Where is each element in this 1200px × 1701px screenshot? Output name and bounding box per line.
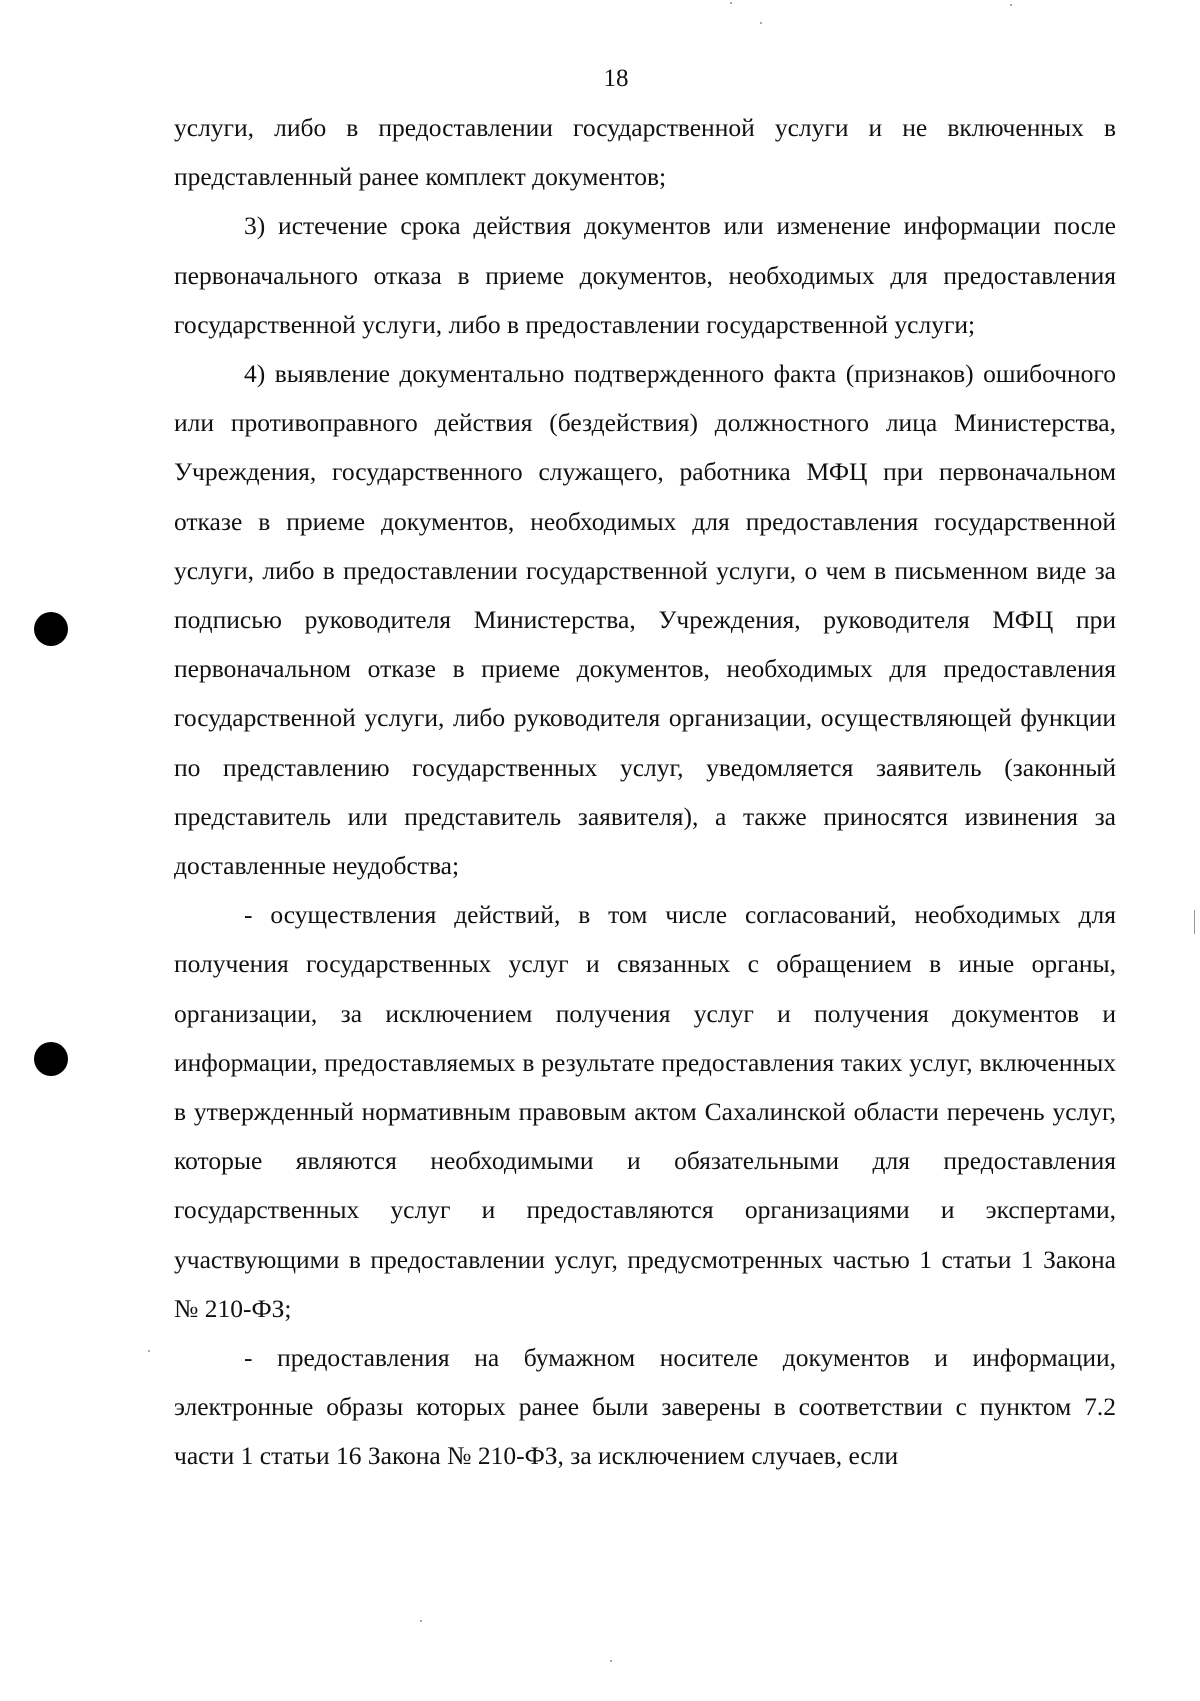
page-number: 18 [603,65,629,92]
paragraph-continuation: услуги, либо в предоставлении государственной услуги и не включенных в представленный ранее комплект документов; [174,113,1116,192]
scan-speck [760,22,762,24]
scan-speck [1010,4,1012,6]
paragraph-item-3: 3) истечение срока действия документов или изменение информации после первоначального отказа в приеме документов, необходимых для предоставления государственной услуги, либо в предоставлении государственной услуги; [174,211,1116,339]
scan-speck [420,1620,422,1622]
paragraph-dash-paper-documents: - предоставления на бумажном носителе документов и информации, электронные образы которых ранее были заверены в соответствии с пунктом 7.2 части 1 статьи 16 Закона № 210-ФЗ, за исключением случаев, если [174,1343,1116,1471]
paragraph-dash-actions: - осуществления действий, в том числе согласований, необходимых для получения государственных услуг и связанных с обращением в иные органы, организации, за исключением получения услуг и получения документов и информации, предоставляемых в результате предоставления таких услуг, включенных в утвержденный нормативным правовым актом Сахалинской области перечень услуг, которые являются необходимыми и обязательными для предоставления государственных услуг и предоставляются организациями и экспертами, участвующими в предоставлении услуг, предусмотренных частью 1 статьи 1 Закона № 210-ФЗ; [174,900,1116,1323]
scan-speck [610,1660,612,1662]
scan-speck [148,1350,150,1352]
scan-edge-mark [1194,910,1195,934]
punch-hole-top [34,612,68,646]
punch-hole-bottom [34,1042,68,1076]
paragraph-item-4: 4) выявление документально подтвержденного факта (признаков) ошибочного или противоправного действия (бездействия) должностного лица Министерства, Учреждения, государственного служащего, работника МФЦ при первоначальном отказе в приеме документов, необходимых для предоставления государственной услуги, либо в предоставлении государственной услуги, о чем в письменном виде за подписью руководителя Министерства, Учреждения, руководителя МФЦ при первоначальном отказе в приеме документов, необходимых для предоставления государственной услуги, либо руководителя организации, осуществляющей функции по представлению государственных услуг, уведомляется заявитель (законный представитель или представитель заявителя), а также приносятся извинения за доставленные неудобства; [174,359,1116,881]
document-body [174,103,1116,1481]
scan-speck [730,2,732,4]
